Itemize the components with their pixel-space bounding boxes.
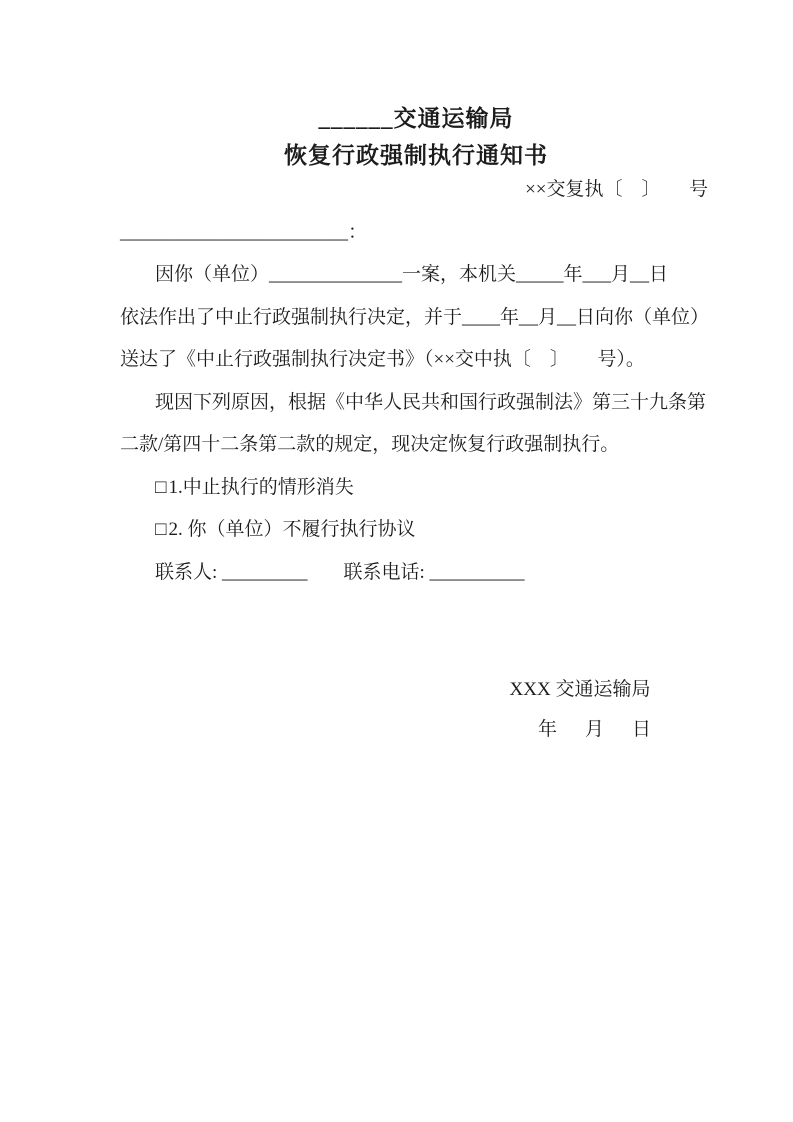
addressee-line: ________________________： bbox=[120, 222, 368, 243]
body-line: 因你（单位）______________一案，本机关_____年___月__日 bbox=[155, 264, 669, 285]
checkbox-icon[interactable]: □ bbox=[155, 476, 167, 498]
date-day-label: 日 bbox=[632, 719, 652, 740]
checkbox-icon[interactable]: □ bbox=[155, 519, 167, 540]
contact-phone-field: 联系电话: __________ bbox=[343, 561, 525, 583]
body-line: 二款/第四十二条第二款的规定，现决定恢复行政强制执行。 bbox=[120, 434, 620, 455]
contact-person-field: 联系人: _________ bbox=[155, 561, 308, 583]
option-row bbox=[120, 467, 712, 510]
signature-agency: XXX 交通运输局 bbox=[509, 679, 651, 700]
agency-title: ______交通运输局 bbox=[318, 106, 514, 131]
signature-date bbox=[450, 718, 710, 742]
document-title: 恢复行政强制执行通知书 bbox=[284, 143, 548, 168]
date-year-label: 年 bbox=[538, 719, 558, 740]
option-row bbox=[120, 509, 712, 552]
document-body bbox=[120, 254, 712, 594]
date-month-label: 月 bbox=[585, 719, 605, 740]
document-number: ××交复执〔 〕 号 bbox=[525, 179, 708, 200]
body-line: 送达了《中止行政强制执行决定书》（××交中执〔 〕 号）。 bbox=[120, 349, 645, 370]
body-line: 依法作出了中止行政强制执行决定，并于____年__月__日向你（单位） bbox=[120, 306, 710, 328]
option-label: 2. 你（单位）不履行执行协议 bbox=[168, 519, 416, 540]
signature-block bbox=[450, 678, 710, 742]
option-label: 1.中止执行的情形消失 bbox=[168, 476, 354, 498]
contact-row bbox=[120, 552, 712, 595]
body-line: 现因下列原因，根据《中华人民共和国行政强制法》第三十九条第 bbox=[155, 391, 707, 413]
